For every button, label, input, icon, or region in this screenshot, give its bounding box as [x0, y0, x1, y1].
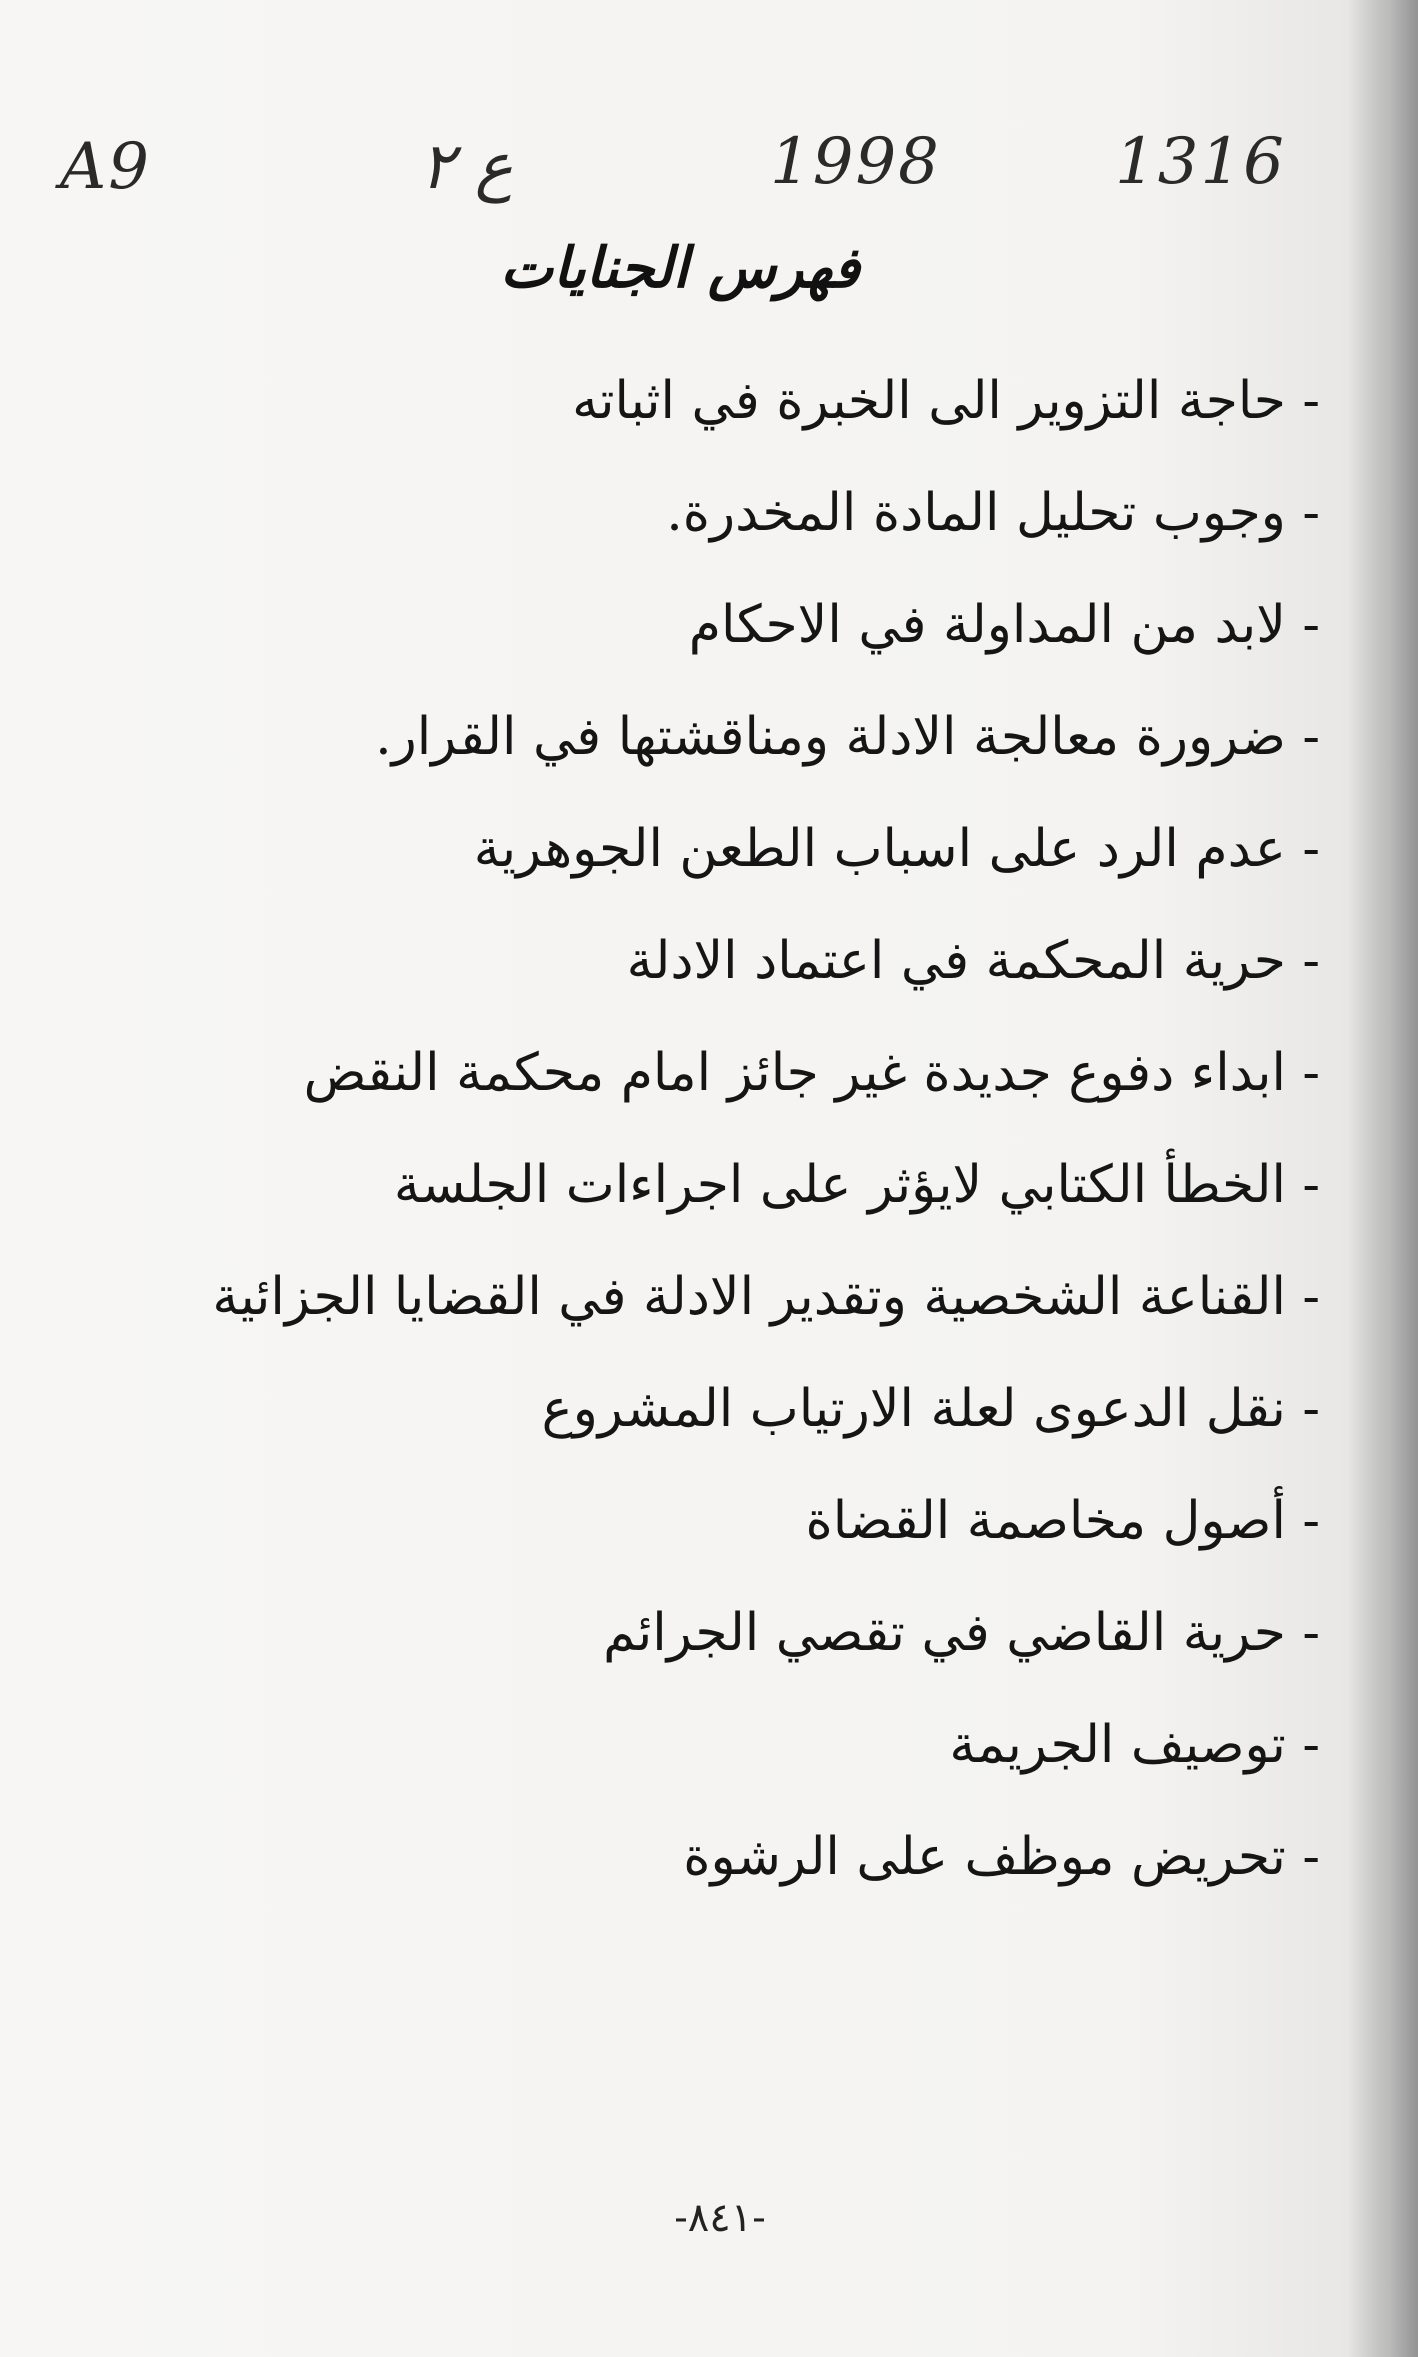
index-entry: - ضرورة معالجة الادلة ومناقشتها في القرار. — [375, 707, 1320, 767]
handwritten-reference-code: A9 — [60, 130, 151, 204]
index-entry: - نقل الدعوى لعلة الارتياب المشروع — [541, 1379, 1320, 1439]
handwritten-number: 1316 — [1115, 125, 1286, 199]
index-entry: - حاجة التزوير الى الخبرة في اثباته — [572, 371, 1320, 431]
index-entry: - وجوب تحليل المادة المخدرة. — [666, 483, 1320, 543]
index-entry: - الخطأ الكتابي لايؤثر على اجراءات الجلسة — [393, 1155, 1320, 1215]
index-entries-list — [170, 345, 1320, 1913]
index-entry: - حرية المحكمة في اعتماد الادلة — [626, 931, 1320, 991]
page-number: -٨٤١- — [674, 2195, 766, 2241]
handwritten-volume-mark: ع ٢ — [420, 130, 513, 204]
index-entry: - عدم الرد على اسباب الطعن الجوهرية — [473, 819, 1320, 879]
index-entry: - القناعة الشخصية وتقدير الادلة في القضايا الجزائية — [212, 1267, 1320, 1327]
index-entry: - تحريض موظف على الرشوة — [683, 1827, 1320, 1887]
index-entry: - لابد من المداولة في الاحكام — [688, 595, 1320, 655]
index-entry: - حرية القاضي في تقصي الجرائم — [603, 1603, 1320, 1663]
index-entry: - ابداء دفوع جديدة غير جائز امام محكمة النقض — [303, 1043, 1320, 1103]
book-spine-shadow — [1348, 0, 1418, 2357]
handwritten-year: 1998 — [770, 125, 941, 199]
index-title: فهرس الجنايات — [500, 235, 860, 301]
index-entry: - توصيف الجريمة — [949, 1715, 1320, 1775]
index-entry: - أصول مخاصمة القضاة — [805, 1491, 1320, 1551]
